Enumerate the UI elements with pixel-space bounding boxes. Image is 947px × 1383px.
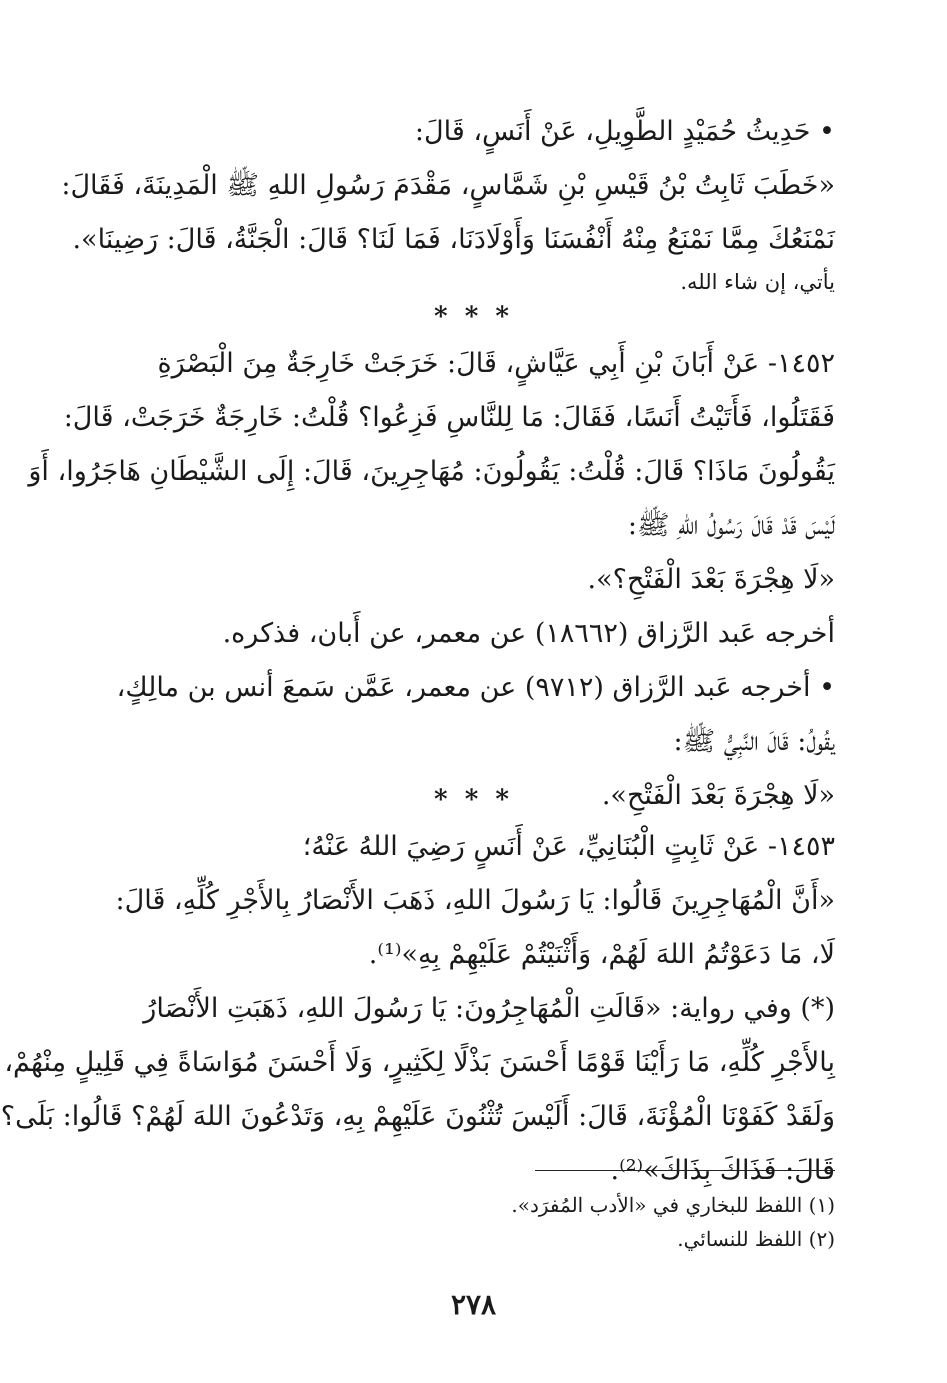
footnotes	[110, 1188, 835, 1256]
text-line: • حَدِيثُ حُمَيْدٍ الطَّوِيلِ، عَنْ أَنَسٍ، قَالَ:	[414, 116, 835, 147]
text-line: ١٤٥٢- عَنْ أَبَانَ بْنِ أَبِي عَيَّاشٍ، قَالَ: خَرَجَتْ خَارِجَةٌ مِنَ الْبَصْرَةِ	[157, 348, 835, 379]
section-separator: * * *	[434, 302, 513, 332]
text-line: لَيْسَ قَدْ قَالَ رَسُولُ اللهِ ﷺ:	[627, 510, 835, 541]
text-line: قَالَ: فَذَاكَ بِذَاكَ»⁽²⁾.	[610, 1155, 835, 1186]
text-line: «لَا هِجْرَةَ بَعْدَ الْفَتْحِ».	[601, 780, 835, 811]
text-line: «لَا هِجْرَةَ بَعْدَ الْفَتْحِ؟».	[587, 564, 835, 595]
footnote-divider	[535, 1170, 835, 1171]
note-line	[110, 262, 835, 302]
text-line: يقُولُ: قَالَ النَّبِيُّ ﷺ:	[673, 726, 835, 757]
text-line: • أخرجه عَبد الرَّزاق (٩٧١٢) عن معمر، عَمَّن سَمعَ أنس بن مالِكٍ،	[116, 672, 835, 703]
text-line: فَقَتَلُوا، فَأَتَيْتُ أَنَسًا، فَقَالَ: مَا لِلنَّاسِ فَزِعُوا؟ قُلْتُ: خَارِجَةٌ خَرَجَتْ، قَالَ:	[63, 402, 835, 433]
page-number: ٢٧٨	[450, 1288, 497, 1321]
hadith-1452-block	[28, 337, 835, 823]
text-line: «أَنَّ الْمُهَاجِرِينَ قَالُوا: يَا رَسُولَ اللهِ، ذَهَبَ الأَنْصَارُ بِالأَجْرِ كُلِّهِ، قَالَ:	[115, 885, 835, 916]
section-separator: * * *	[434, 785, 513, 815]
text-line: بِالأَجْرِ كُلِّهِ، مَا رَأَيْنَا قَوْمًا أَحْسَنَ بَذْلًا لِكَثِيرٍ، وَلَا أَحْسَنَ مُوَاسَاةً فِي قَلِيلٍ مِنْهُمْ،	[4, 1047, 835, 1078]
hadith-1453-block	[0, 820, 835, 1198]
text-line: يَقُولُونَ مَاذَا؟ قَالَ: قُلْتُ: يَقُولُونَ: مُهَاجِرِينَ، قَالَ: إِلَى الشَّيْطَانِ هَاجَرُوا، أَوَ	[28, 456, 835, 487]
footnote-1: (١) اللفظ للبخاري في «الأدب المُفرَد».	[511, 1193, 835, 1217]
footnote-2: (٢) اللفظ للنسائي.	[677, 1227, 835, 1251]
text-line: لَا، مَا دَعَوْتُمُ اللهَ لَهُمْ، وَأَثْنَيْتُمْ عَلَيْهِمْ بِهِ»⁽¹⁾.	[368, 939, 835, 970]
text-line: ١٤٥٣- عَنْ ثَابِتٍ الْبُنَانِيِّ، عَنْ أَنَسٍ رَضِيَ اللهُ عَنْهُ؛	[302, 831, 835, 862]
text-line: أخرجه عَبد الرَّزاق (١٨٦٦٢) عن معمر، عن أَبان، فذكره.	[222, 618, 835, 649]
text-line: «خَطَبَ ثَابِتُ بْنُ قَيْسِ بْنِ شَمَّاسٍ، مَقْدَمَ رَسُولِ اللهِ ﷺ الْمَدِينَةَ، فَقَالَ:	[61, 170, 835, 201]
text-line: نَمْنَعُكَ مِمَّا نَمْنَعُ مِنْهُ أَنْفُسَنَا وَأَوْلَادَنَا، فَمَا لَنَا؟ قَالَ: الْجَنَّةُ، قَالَ: رَضِينَا».	[72, 224, 835, 255]
text-line: (*) وفي رواية: «قَالَتِ الْمُهَاجِرُونَ: يَا رَسُولَ اللهِ، ذَهَبَتِ الأَنْصَارُ	[143, 993, 835, 1024]
text-line: وَلَقَدْ كَفَوْنَا الْمُؤْنَةَ، قَالَ: أَلَيْسَ تُثْنُونَ عَلَيْهِمْ بِهِ، وَتَدْعُونَ اللهَ لَهُمْ؟ قَالُوا: بَلَى؟	[0, 1101, 835, 1132]
hadith-humaid-block	[61, 105, 835, 267]
note-text: يأتي، إن شاء الله.	[680, 270, 835, 294]
